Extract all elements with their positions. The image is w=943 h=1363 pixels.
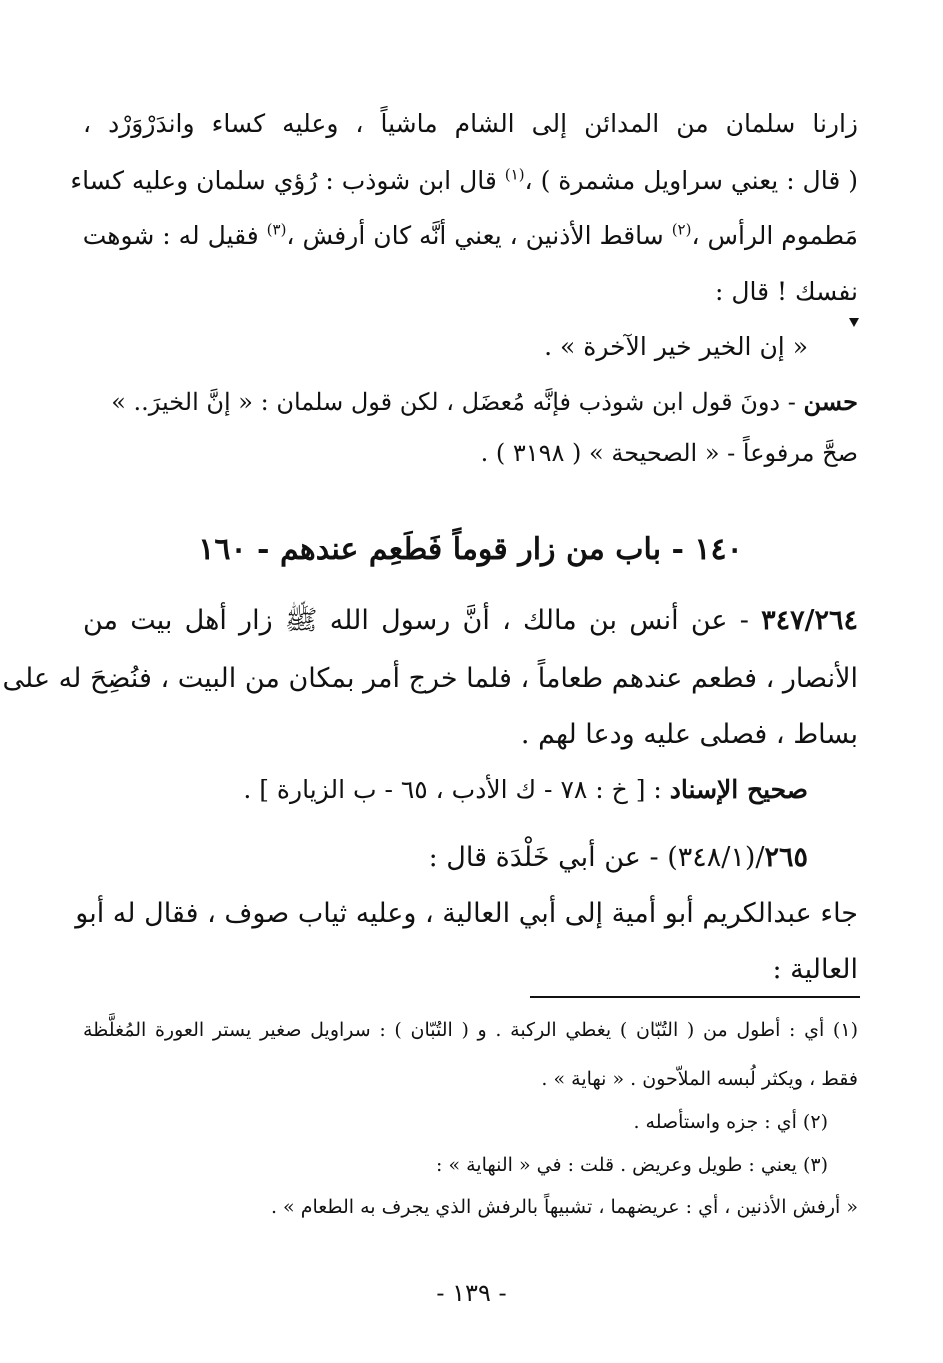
footnote-line — [53, 1151, 828, 1179]
footnote-line — [53, 1108, 828, 1136]
text-span: زارنا سلمان من المدائن إلى الشام ماشياً ، وعليه كساء واندَرْوَرْد ، — [83, 109, 858, 138]
text-span: ( قال : يعني سراويل مشمرة ) ، — [524, 166, 858, 195]
grading-line — [33, 773, 808, 807]
paragraph-line — [83, 219, 858, 253]
hadith-line — [83, 604, 858, 638]
footnote-ref: (١) — [504, 165, 525, 184]
paragraph-line — [70, 164, 858, 198]
text-span: مَطموم الرأس ، — [691, 221, 858, 250]
hadith-line — [83, 718, 858, 752]
text-span: صحَّ مرفوعاً - « الصحيحة » ( ٣١٩٨ ) . — [480, 439, 858, 467]
text-span: بساط ، فصلى عليه ودعا لهم . — [520, 719, 858, 750]
text-span: فقط ، ويكثر لُبسه الملاّحون . « نهاية » . — [541, 1068, 858, 1090]
text-span: فقيل له : شوهت — [82, 221, 267, 250]
quote-line — [33, 330, 808, 364]
text-span: - دونَ قول ابن شوذب فإنَّه مُعضَل ، لكن قول سلمان : « إنَّ الخيرَ.. » — [111, 388, 804, 416]
grade-label: حسن — [803, 387, 858, 416]
hadith-line — [2, 662, 858, 696]
text-span: نفسك ! قال : — [714, 277, 858, 306]
footnote-line — [83, 1193, 858, 1221]
hadith-line — [33, 841, 808, 875]
chapter-heading: ١٤٠ - باب من زار قوماً فَطَعِم عندهم - ١٦٠ — [198, 532, 743, 567]
text-span: جاء عبدالكريم أبو أمية إلى أبي العالية ، وعليه ثياب صوف ، فقال له أبو — [75, 898, 858, 929]
grading-line — [83, 436, 858, 470]
text-span: قال ابن شوذب : رُؤي سلمان وعليه كساء — [70, 166, 505, 195]
text-span: - عن أنس بن مالك ، أنَّ رسول الله ﷺ زار أهل بيت من — [83, 605, 762, 636]
text-span: : [ خ : ٧٨ - ك الأدب ، ٦٥ - ب الزيارة ] . — [243, 775, 670, 804]
footnote-separator — [530, 996, 860, 998]
hadith-line — [75, 897, 858, 931]
text-span: الأنصار ، فطعم عندهم طعاماً ، فلما خرج أمر بمكان من البيت ، فنُضِحَ له على — [2, 663, 858, 694]
text-span: (٣) يعني : طويل وعريض . قلت : في « النهاية » : — [436, 1154, 828, 1176]
footnote-ref: (٢) — [671, 220, 692, 239]
text-span: (١) أي : أطول من ( التُبّان ) يغطي الركبة . و ( التُبّان ) : سراويل صغير يستر العورة المُغلَّظة — [83, 1019, 858, 1041]
margin-mark — [849, 318, 859, 327]
paragraph-line — [83, 107, 858, 141]
page-number: - ١٣٩ - — [436, 1279, 507, 1307]
text-span: « إن الخير خير الآخرة » . — [544, 332, 808, 361]
grade-label: صحيح الإسناد — [669, 775, 808, 804]
hadith-number: ٢٦٥ — [764, 842, 808, 873]
text-span: /(٣٤٨/١) - عن أبي خَلْدَة قال : — [428, 842, 765, 873]
footnote-ref: (٣) — [266, 220, 287, 239]
grading-line — [83, 385, 858, 419]
text-span: « أرفش الأذنين ، أي : عريضهما ، تشبيهاً بالرفش الذي يجرف به الطعام » . — [270, 1196, 858, 1218]
footnote-line — [83, 1016, 858, 1044]
hadith-line — [83, 953, 858, 987]
hadith-number: ٣٤٧/٢٦٤ — [761, 605, 858, 636]
footnote-line — [83, 1065, 858, 1093]
text-span: العالية : — [772, 954, 858, 985]
text-span: ساقط الأذنين ، يعني أنَّه كان أرفش ، — [286, 221, 672, 250]
text-span: (٢) أي : جزه واستأصله . — [633, 1111, 828, 1133]
paragraph-line — [83, 275, 858, 309]
